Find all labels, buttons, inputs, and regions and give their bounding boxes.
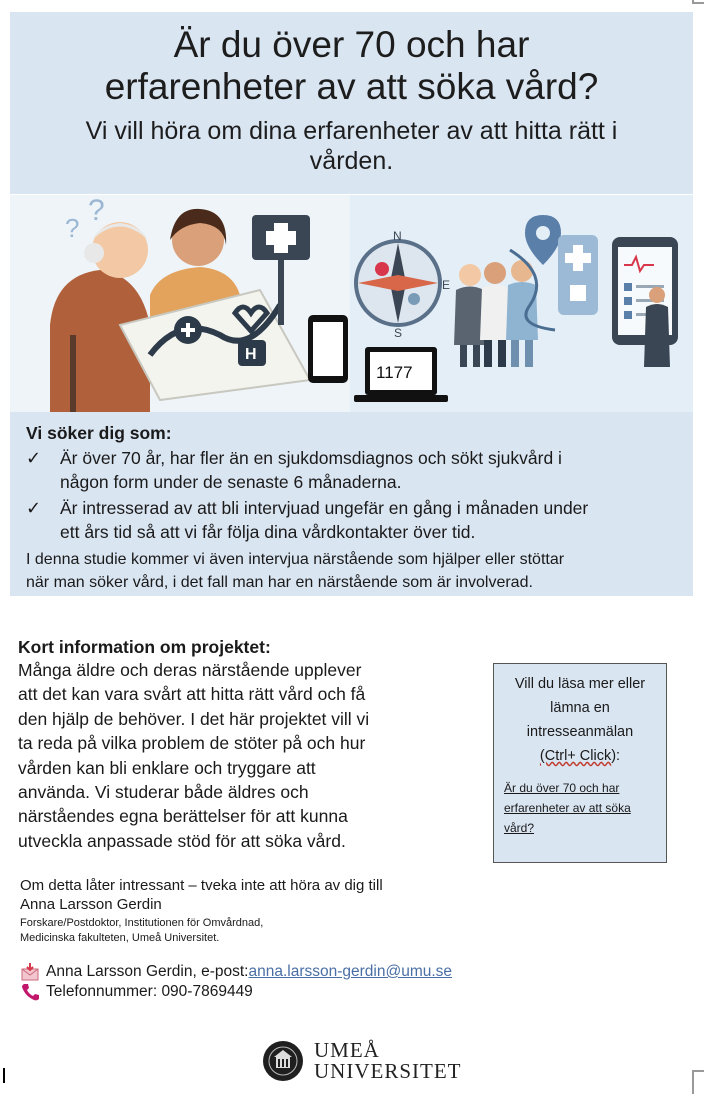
header-banner: [10, 12, 693, 194]
project-info-title: Kort information om projektet:: [18, 637, 271, 657]
phone-row: [20, 982, 452, 1002]
title-line-1: Är du över 70 och har: [173, 24, 530, 65]
hospital-h-icon: H: [245, 346, 257, 363]
info-line: ta reda på vilka problem de stöter på och hur: [18, 733, 366, 754]
logo-line-1: UMEÅ: [314, 1038, 380, 1062]
subtitle-line-1: Vi vill höra om dina erfarenheter av att hitta rätt i: [85, 117, 618, 145]
checkmark-icon: ✓: [26, 448, 42, 468]
ctrl-click-text: (Ctrl+ Click: [539, 748, 612, 764]
note-line: I denna studie kommer vi även intervjua närstående som hjälper eller stöttar: [26, 551, 565, 568]
link-line: erfarenheter av att söka: [504, 801, 631, 815]
info-line: Många äldre och deras närstående upplever: [18, 660, 362, 680]
requirements-note: [26, 548, 677, 594]
requirements-panel: [10, 412, 693, 596]
phone-icon: [20, 983, 42, 1001]
contact-intro: Om detta låter intressant – tveka inte att höra av dig till: [20, 877, 383, 894]
compass-east-label: E: [442, 278, 451, 292]
phone-number: Telefonnummer: 090-7869449: [46, 983, 253, 1000]
subtitle-line-2: vården.: [309, 147, 394, 175]
box-line: intresseanmälan: [526, 724, 634, 740]
title-line-2: erfarenheter av att söka vård?: [104, 66, 599, 107]
page-corner-mark: [692, 0, 704, 4]
requirement-text: Är intresserad av att bli intervjuad ungefär en gång i månaden under: [60, 498, 589, 518]
page-corner-mark: [692, 1070, 704, 1094]
umea-university-logo: [262, 1040, 461, 1082]
university-wordmark: [314, 1040, 461, 1082]
interest-form-link[interactable]: [504, 778, 656, 838]
project-info: [18, 636, 438, 853]
info-line: använda. Vi studerar både äldres och: [18, 782, 309, 803]
info-line: vården kan bli enklare och tryggare att: [18, 757, 316, 778]
contact-name: Anna Larsson Gerdin: [20, 896, 162, 913]
laptop-icon: [354, 347, 448, 402]
contact-faculty: Medicinska fakulteten, Umeå Universitet.: [20, 932, 220, 944]
requirement-item: [26, 496, 677, 544]
requirement-text: ett års tid så att vi får följa dina vårdkontakter över tid.: [60, 522, 476, 542]
read-more-text: [504, 672, 656, 768]
email-row: [20, 962, 452, 982]
info-line: utveckla anpassade stöd för att söka vård.: [18, 830, 346, 851]
requirement-text: någon form under de senaste 6 månaderna.: [60, 472, 402, 492]
box-line: lämna en: [550, 700, 610, 716]
link-line: vård?: [504, 821, 535, 835]
requirements-title: Vi söker dig som:: [26, 423, 172, 443]
university-seal-icon: [262, 1040, 304, 1082]
note-line: när man söker vård, i det fall man har en närstående som är involverad.: [26, 574, 533, 591]
contact-details: [20, 962, 452, 1002]
mobile-phone-icon: [308, 315, 348, 383]
email-link[interactable]: anna.larsson-gerdin@umu.se: [248, 963, 453, 980]
info-line: närståendes egna berättelser för att kunna: [18, 806, 348, 827]
requirement-text: Är över 70 år, har fler än en sjukdomsdiagnos och sökt sjukvård i: [60, 448, 562, 468]
contact-role: Forskare/Postdoktor, Institutionen för Omvårdnad,: [20, 917, 264, 929]
question-mark-icon: ?: [65, 213, 80, 243]
ctrl-click-suffix: ):: [611, 748, 621, 764]
healthcare-illustration: [10, 195, 693, 412]
email-prefix: Anna Larsson Gerdin, e-post:: [46, 963, 249, 980]
compass-south-label: S: [394, 326, 403, 340]
checkmark-icon: ✓: [26, 498, 42, 518]
project-info-body: [18, 658, 438, 853]
info-line: att det kan vara svårt att hitta rätt vård och få: [18, 684, 366, 705]
box-line: Vill du läsa mer eller: [514, 676, 646, 692]
read-more-box: [493, 663, 667, 863]
link-line: Är du över 70 och har: [504, 781, 620, 795]
text-cursor: [3, 1068, 5, 1083]
logo-line-2: UNIVERSITET: [314, 1059, 462, 1083]
compass-north-label: N: [393, 229, 402, 243]
box-line: [504, 744, 656, 768]
contact-section: [20, 876, 480, 946]
illustration-svg: [10, 195, 693, 412]
question-mark-icon: ?: [88, 195, 105, 227]
info-line: den hjälp de behöver. I det här projektet vill vi: [18, 708, 370, 729]
mail-icon: [20, 963, 42, 981]
laptop-1177-text: 1177: [376, 363, 413, 382]
requirement-item: [26, 446, 677, 494]
